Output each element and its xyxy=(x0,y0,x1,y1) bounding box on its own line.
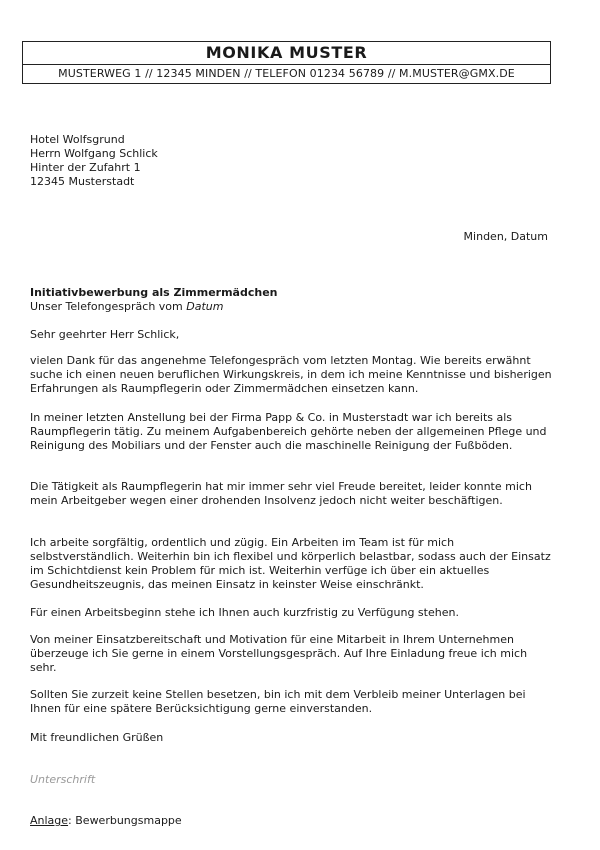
closing-formula: Mit freundlichen Grüßen xyxy=(30,731,164,744)
date-line: Minden, Datum xyxy=(463,230,548,243)
letterhead xyxy=(22,41,551,84)
body-paragraph-5: Für einen Arbeitsbeginn stehe ich Ihnen auch kurzfristig zu Verfügung stehen. xyxy=(30,606,459,619)
enclosure-line xyxy=(30,814,555,828)
signature-placeholder: Unterschrift xyxy=(30,773,96,786)
recipient-person: Herrn Wolfgang Schlick xyxy=(30,146,158,160)
body-paragraph-4: Ich arbeite sorgfältig, ordentlich und zügig. Ein Arbeiten im Team ist für mich selbstverständlich. Weiterhin bin ich flexibel und körperlich belastbar, sodass auch der Einsatz im Schichtdienst kein Problem für mich ist. Weiterhin verfüge ich über ein aktuelles Gesundheitszeugnis, das meinen Einsatz in keinster Weise einschränkt. xyxy=(30,536,551,591)
subject-reference xyxy=(30,300,555,314)
body-paragraph-3: Die Tätigkeit als Raumpflegerin hat mir immer sehr viel Freude bereitet, leider konnte mich mein Arbeitgeber wegen einer drohenden Insolvenz jedoch nicht weiter beschäftigen. xyxy=(30,480,532,507)
body-paragraph-2: In meiner letzten Anstellung bei der Firma Papp & Co. in Musterstadt war ich bereits als Raumpflegerin tätig. Zu meinem Aufgabenbereich gehörte neben der allgemeinen Pflege und Reinigung des Mobiliars und der Fenster auch die maschinelle Reinigung der Fußböden. xyxy=(30,411,547,452)
recipient-company: Hotel Wolfsgrund xyxy=(30,133,125,146)
recipient-city: 12345 Musterstadt xyxy=(30,174,135,188)
enclosure-label: Anlage xyxy=(30,814,69,827)
subject-reference-date: Datum xyxy=(186,299,224,313)
salutation: Sehr geehrter Herr Schlick, xyxy=(30,328,180,341)
recipient-address xyxy=(30,133,555,189)
body-paragraph-6: Von meiner Einsatzbereitschaft und Motivation für eine Mitarbeit in Ihrem Unternehmen überzeuge ich Sie gerne in einem Vorstellungsgespräch. Auf Ihre Einladung freue ich mich sehr. xyxy=(30,633,528,674)
body-paragraph-1: vielen Dank für das angenehme Telefongespräch vom letzten Montag. Wie bereits erwähnt suche ich einen neuen beruflichen Wirkungskreis, in dem ich meine Kenntnisse und bisherigen Erfahrungen als Raumpflegerin oder Zimmermädchen einsetzen kann. xyxy=(30,354,552,395)
body-paragraph-7: Sollten Sie zurzeit keine Stellen besetzen, bin ich mit dem Verbleib meiner Unterlagen bei Ihnen für eine spätere Berücksichtigung gerne einverstanden. xyxy=(30,688,526,715)
enclosure-value: Bewerbungsmappe xyxy=(75,814,182,827)
applicant-name: MONIKA MUSTER xyxy=(23,42,550,65)
recipient-street: Hinter der Zufahrt 1 xyxy=(30,160,141,174)
subject-title: Initiativbewerbung als Zimmermädchen xyxy=(30,286,278,299)
subject-block xyxy=(30,286,555,314)
applicant-contact-line: MUSTERWEG 1 // 12345 MINDEN // TELEFON 01234 56789 // M.MUSTER@GMX.DE xyxy=(58,67,515,80)
subject-reference-prefix: Unser Telefongespräch vom xyxy=(30,299,187,313)
enclosure-separator: : xyxy=(68,814,76,827)
